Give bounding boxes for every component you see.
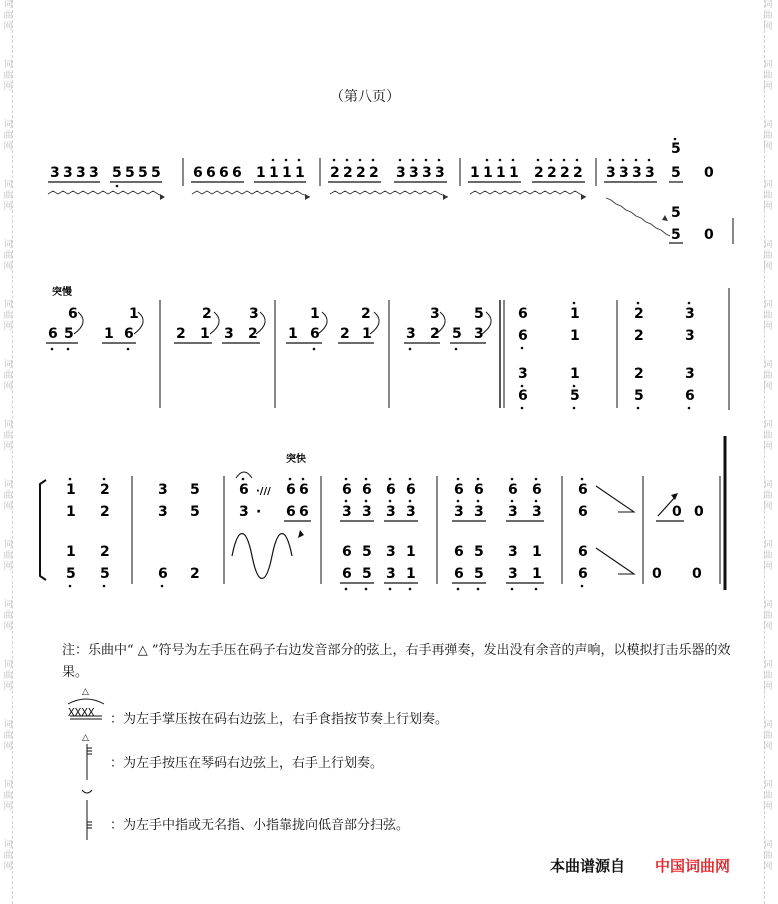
row3-repeat-2 bbox=[452, 478, 544, 591]
watermark-char: 曲 bbox=[763, 851, 773, 861]
note: 5 bbox=[671, 205, 681, 221]
note: 5 bbox=[362, 544, 372, 560]
watermark-char: 曲 bbox=[763, 311, 773, 321]
note: 2 bbox=[100, 482, 110, 498]
watermark-char: 网 bbox=[763, 562, 773, 572]
note: 1 bbox=[269, 165, 279, 181]
watermark-char: 曲 bbox=[763, 731, 773, 741]
watermark-char: 网 bbox=[763, 442, 773, 452]
symbol-2-description: ：为左手按压在琴码右边弦上，右手上行划奏。 bbox=[110, 756, 384, 771]
note: 6 bbox=[68, 306, 78, 322]
note: 5 bbox=[474, 306, 484, 322]
symbol-3-description: ：为左手中指或无名指、小指靠拢向低音部分扫弦。 bbox=[110, 818, 410, 833]
note: 3 bbox=[50, 165, 60, 181]
row1 bbox=[48, 138, 733, 244]
note: 6 bbox=[578, 482, 588, 498]
note: 3 bbox=[474, 326, 484, 342]
row3-col-4 bbox=[190, 482, 200, 582]
row2-chord-col-1 bbox=[518, 306, 528, 409]
note: 2 bbox=[202, 306, 212, 322]
note: 6 bbox=[578, 566, 588, 582]
watermark-group bbox=[763, 720, 772, 780]
watermark-char: 曲 bbox=[763, 611, 773, 621]
note: 6 bbox=[342, 566, 352, 582]
note: 1 bbox=[282, 165, 292, 181]
note: 6 bbox=[578, 504, 588, 520]
note: 6 bbox=[454, 566, 464, 582]
note: 2 bbox=[190, 566, 200, 582]
note: 5 bbox=[125, 165, 135, 181]
note: 6 bbox=[685, 388, 695, 404]
note: 5 bbox=[64, 326, 74, 342]
symbol-1-description: ：为左手掌压按在码右边弦上，右手食指按节奏上行划奏。 bbox=[110, 712, 449, 727]
note: 2 bbox=[560, 165, 570, 181]
note: 5 bbox=[138, 165, 148, 181]
watermark-char: 曲 bbox=[3, 491, 13, 501]
row2-chord-col-4 bbox=[685, 302, 695, 410]
note: 3 bbox=[396, 165, 406, 181]
note: 3 bbox=[685, 306, 695, 322]
dot: · bbox=[256, 504, 262, 520]
note: 1 bbox=[470, 165, 480, 181]
note: 6 bbox=[299, 504, 309, 520]
note: 3 bbox=[619, 165, 629, 181]
note: 2 bbox=[369, 165, 379, 181]
note: 2 bbox=[330, 165, 340, 181]
watermark-char: 曲 bbox=[3, 71, 13, 81]
note: 1 bbox=[104, 326, 114, 342]
note: 5 bbox=[634, 388, 644, 404]
watermark-char: 词 bbox=[3, 180, 13, 190]
note: 5 bbox=[570, 388, 580, 404]
watermark-char: 词 bbox=[3, 60, 13, 70]
watermark-char: 曲 bbox=[3, 611, 13, 621]
row1-measure-3 bbox=[328, 159, 448, 200]
note: 1 bbox=[66, 482, 76, 498]
watermark-char: 词 bbox=[763, 840, 773, 850]
note: 2 bbox=[100, 504, 110, 520]
note: 2 bbox=[176, 326, 186, 342]
watermark-char: 曲 bbox=[3, 311, 13, 321]
note: 3 bbox=[518, 366, 528, 382]
tempo-mark-slow: 突慢 bbox=[52, 287, 72, 298]
note: 6 bbox=[342, 482, 352, 498]
watermark-group bbox=[3, 780, 12, 840]
note: 6 bbox=[299, 482, 309, 498]
watermark-char: 词 bbox=[3, 600, 13, 610]
watermark-char: 曲 bbox=[763, 791, 773, 801]
note: 0 bbox=[704, 165, 714, 181]
watermark-char: 词 bbox=[763, 240, 773, 250]
note: 2 bbox=[248, 326, 258, 342]
watermark-char: 曲 bbox=[3, 191, 13, 201]
watermark-char: 词 bbox=[763, 300, 773, 310]
note: 3 bbox=[508, 566, 518, 582]
watermark-char: 词 bbox=[763, 540, 773, 550]
note: 3 bbox=[386, 566, 396, 582]
watermark-char: 网 bbox=[763, 82, 773, 92]
row1-measure-2 bbox=[191, 159, 310, 200]
watermark-char: 网 bbox=[3, 802, 13, 812]
note: 5 bbox=[452, 326, 462, 342]
note: 1 bbox=[496, 165, 506, 181]
note: 3 bbox=[532, 504, 542, 520]
note: 5 bbox=[474, 544, 484, 560]
note: 1 bbox=[483, 165, 493, 181]
note: 3 bbox=[474, 504, 484, 520]
watermark-char: 曲 bbox=[763, 191, 773, 201]
watermark-char: 曲 bbox=[3, 851, 13, 861]
watermark-char: 网 bbox=[763, 682, 773, 692]
watermark-char: 网 bbox=[763, 202, 773, 212]
row3-repeat-1 bbox=[340, 478, 418, 591]
watermark-char: 曲 bbox=[3, 131, 13, 141]
note: 2 bbox=[634, 306, 644, 322]
watermark-char: 曲 bbox=[763, 251, 773, 261]
watermark-char: 网 bbox=[3, 82, 13, 92]
xxxx-symbol-text: XXXX bbox=[68, 706, 95, 719]
watermark-char: 词 bbox=[763, 360, 773, 370]
watermark-char: 曲 bbox=[3, 791, 13, 801]
svg-text:△: △ bbox=[82, 687, 89, 697]
watermark-char: 曲 bbox=[763, 551, 773, 561]
watermark-char: 网 bbox=[3, 862, 13, 872]
watermark-char: 网 bbox=[3, 322, 13, 332]
row2-chord-col-2 bbox=[570, 302, 580, 410]
watermark-char: 网 bbox=[3, 442, 13, 452]
note: 6 bbox=[454, 544, 464, 560]
note: 3 bbox=[224, 326, 234, 342]
note: 1 bbox=[406, 544, 416, 560]
note: 3 bbox=[406, 504, 416, 520]
note: 5 bbox=[671, 141, 681, 157]
watermark-char: 词 bbox=[3, 720, 13, 730]
watermark-char: 词 bbox=[763, 180, 773, 190]
note: 6 bbox=[578, 544, 588, 560]
watermark-char: 网 bbox=[3, 682, 13, 692]
note: 5 bbox=[671, 165, 681, 181]
note: 6 bbox=[532, 482, 542, 498]
note: 3 bbox=[422, 165, 432, 181]
watermark-char: 网 bbox=[763, 742, 773, 752]
note: 3 bbox=[158, 482, 168, 498]
note: 6 bbox=[342, 544, 352, 560]
note: 0 bbox=[694, 504, 704, 520]
watermark-char: 网 bbox=[763, 802, 773, 812]
note: 6 bbox=[124, 326, 134, 342]
note: 6 bbox=[454, 482, 464, 498]
note: 3 bbox=[63, 165, 73, 181]
note: 5 bbox=[151, 165, 161, 181]
note: 6 bbox=[206, 165, 216, 181]
tremolo-mark: ·/// bbox=[256, 486, 271, 497]
note: 5 bbox=[190, 482, 200, 498]
page-title: （第八页） bbox=[330, 89, 400, 105]
note: 1 bbox=[532, 544, 542, 560]
watermark-char: 网 bbox=[3, 562, 13, 572]
svg-text:△: △ bbox=[82, 733, 89, 743]
watermark-char: 词 bbox=[763, 600, 773, 610]
note: 1 bbox=[532, 566, 542, 582]
watermark-char: 词 bbox=[3, 360, 13, 370]
watermark-group bbox=[3, 840, 12, 900]
watermark-group bbox=[3, 720, 12, 780]
watermark-group bbox=[3, 660, 12, 720]
vertical-slide-symbol-icon bbox=[78, 730, 98, 782]
note: 3 bbox=[685, 328, 695, 344]
watermark-char: 网 bbox=[3, 622, 13, 632]
watermark-char: 网 bbox=[763, 262, 773, 272]
site-name-link[interactable]: 中国词曲网 bbox=[655, 857, 731, 875]
watermark-char: 曲 bbox=[3, 371, 13, 381]
note: 6 bbox=[518, 388, 528, 404]
watermark-char: 词 bbox=[763, 120, 773, 130]
watermark-char: 词 bbox=[3, 540, 13, 550]
note: 1 bbox=[362, 326, 372, 342]
note: 2 bbox=[340, 326, 350, 342]
note: 3 bbox=[362, 504, 372, 520]
note: 6 bbox=[158, 566, 168, 582]
watermark-group bbox=[763, 660, 772, 720]
note: 2 bbox=[634, 366, 644, 382]
note: 0 bbox=[672, 504, 682, 520]
row3-col-2 bbox=[100, 478, 110, 588]
note: 1 bbox=[406, 566, 416, 582]
watermark-char: 网 bbox=[3, 382, 13, 392]
row3-col-1 bbox=[66, 478, 76, 588]
row3-col-3 bbox=[158, 482, 168, 587]
note: 3 bbox=[508, 544, 518, 560]
watermark-char: 曲 bbox=[763, 131, 773, 141]
watermark-char: 词 bbox=[763, 780, 773, 790]
note: 6 bbox=[286, 482, 296, 498]
watermark-char: 曲 bbox=[763, 11, 773, 21]
watermark-char: 词 bbox=[763, 0, 773, 10]
watermark-char: 曲 bbox=[763, 71, 773, 81]
watermark-char: 网 bbox=[763, 382, 773, 392]
watermark-char: 词 bbox=[3, 660, 13, 670]
watermark-char: 词 bbox=[763, 420, 773, 430]
note: 2 bbox=[430, 326, 440, 342]
watermark-char: 词 bbox=[3, 480, 13, 490]
note: 2 bbox=[361, 306, 371, 322]
note: 3 bbox=[239, 504, 249, 520]
note: 2 bbox=[547, 165, 557, 181]
note: 6 bbox=[232, 165, 242, 181]
note: 3 bbox=[386, 504, 396, 520]
watermark-char: 曲 bbox=[763, 371, 773, 381]
watermark-char: 网 bbox=[763, 22, 773, 32]
note: 5 bbox=[362, 566, 372, 582]
watermark-char: 曲 bbox=[763, 491, 773, 501]
sweep-strings-symbol-icon bbox=[78, 786, 98, 842]
note: 6 bbox=[406, 482, 416, 498]
note: 6 bbox=[508, 482, 518, 498]
watermark-char: 曲 bbox=[763, 431, 773, 441]
note: 1 bbox=[295, 165, 305, 181]
note: 2 bbox=[573, 165, 583, 181]
note: 6 bbox=[286, 504, 296, 520]
watermark-char: 网 bbox=[3, 202, 13, 212]
note: 6 bbox=[518, 306, 528, 322]
note: 6 bbox=[239, 482, 249, 498]
watermark-char: 网 bbox=[763, 322, 773, 332]
note: 5 bbox=[100, 566, 110, 582]
row2 bbox=[46, 285, 729, 410]
note: 1 bbox=[570, 328, 580, 344]
footnote-intro: 注：乐曲中“ △ ”符号为左手压在码子右边发音部分的弦上，右手再弹奏，发出没有余音的声响，以模拟打击乐器的效果。 bbox=[62, 643, 731, 680]
note: 2 bbox=[534, 165, 544, 181]
watermark-char: 曲 bbox=[3, 431, 13, 441]
watermark-char: 词 bbox=[3, 120, 13, 130]
note: 6 bbox=[48, 326, 58, 342]
note: 3 bbox=[409, 165, 419, 181]
note: 2 bbox=[356, 165, 366, 181]
watermark-char: 网 bbox=[3, 142, 13, 152]
watermark-char: 词 bbox=[763, 720, 773, 730]
note: 3 bbox=[508, 504, 518, 520]
watermark-char: 词 bbox=[3, 240, 13, 250]
tempo-mark-fast: 突快 bbox=[286, 454, 306, 465]
row1-measure-5 bbox=[604, 138, 733, 244]
note: 1 bbox=[570, 306, 580, 322]
watermark-char: 网 bbox=[3, 742, 13, 752]
watermark-char: 词 bbox=[3, 780, 13, 790]
note: 1 bbox=[200, 326, 210, 342]
note: 3 bbox=[76, 165, 86, 181]
watermark-char: 词 bbox=[763, 480, 773, 490]
note: 6 bbox=[518, 328, 528, 344]
watermark-char: 曲 bbox=[3, 251, 13, 261]
note: 6 bbox=[193, 165, 203, 181]
watermark-char: 曲 bbox=[3, 731, 13, 741]
watermark-char: 词 bbox=[3, 0, 13, 10]
note: 3 bbox=[606, 165, 616, 181]
watermark-char: 网 bbox=[3, 22, 13, 32]
note: 3 bbox=[249, 306, 259, 322]
note: 2 bbox=[634, 328, 644, 344]
note: 1 bbox=[570, 366, 580, 382]
note: 5 bbox=[474, 566, 484, 582]
note: 3 bbox=[430, 306, 440, 322]
watermark-char: 网 bbox=[763, 142, 773, 152]
note: 1 bbox=[509, 165, 519, 181]
note: 5 bbox=[190, 504, 200, 520]
note: 2 bbox=[100, 544, 110, 560]
watermark-char: 曲 bbox=[3, 11, 13, 21]
note: 6 bbox=[386, 482, 396, 498]
watermark-char: 词 bbox=[3, 840, 13, 850]
note: 3 bbox=[454, 504, 464, 520]
note: 1 bbox=[288, 326, 298, 342]
watermark-char: 词 bbox=[763, 60, 773, 70]
watermark-char: 网 bbox=[763, 502, 773, 512]
note: 2 bbox=[343, 165, 353, 181]
note: 6 bbox=[310, 326, 320, 342]
note: 1 bbox=[129, 306, 139, 322]
note: 3 bbox=[632, 165, 642, 181]
note: 1 bbox=[66, 544, 76, 560]
watermark-char: 曲 bbox=[3, 671, 13, 681]
watermark-char: 网 bbox=[763, 862, 773, 872]
watermark-char: 网 bbox=[3, 262, 13, 272]
watermark-char: 网 bbox=[763, 622, 773, 632]
row1-measure-4 bbox=[468, 159, 586, 200]
watermark-char: 词 bbox=[3, 300, 13, 310]
note: 6 bbox=[219, 165, 229, 181]
watermark-char: 曲 bbox=[763, 671, 773, 681]
note: 5 bbox=[66, 566, 76, 582]
row3 bbox=[40, 436, 725, 590]
note: 3 bbox=[342, 504, 352, 520]
note: 1 bbox=[256, 165, 266, 181]
note: 1 bbox=[310, 306, 320, 322]
row2-chord-col-3 bbox=[634, 302, 644, 410]
watermark-char: 网 bbox=[3, 502, 13, 512]
row1-measure-1 bbox=[48, 165, 165, 200]
watermark-char: 词 bbox=[3, 420, 13, 430]
note: 1 bbox=[66, 504, 76, 520]
watermark-group bbox=[763, 780, 772, 840]
watermark-char: 曲 bbox=[3, 551, 13, 561]
note: 3 bbox=[435, 165, 445, 181]
note: 6 bbox=[474, 482, 484, 498]
watermark-group bbox=[763, 840, 772, 900]
watermark-char: 词 bbox=[763, 660, 773, 670]
note: 5 bbox=[112, 165, 122, 181]
note: 3 bbox=[89, 165, 99, 181]
note: 3 bbox=[645, 165, 655, 181]
note: 3 bbox=[685, 366, 695, 382]
source-label: 本曲谱源自 bbox=[550, 857, 626, 875]
note: 3 bbox=[386, 544, 396, 560]
note: 0 bbox=[692, 566, 702, 582]
note: 5 bbox=[671, 227, 681, 243]
note: 0 bbox=[704, 227, 714, 243]
note: 6 bbox=[362, 482, 372, 498]
note: 3 bbox=[406, 326, 416, 342]
note: 0 bbox=[652, 566, 662, 582]
note: 3 bbox=[158, 504, 168, 520]
